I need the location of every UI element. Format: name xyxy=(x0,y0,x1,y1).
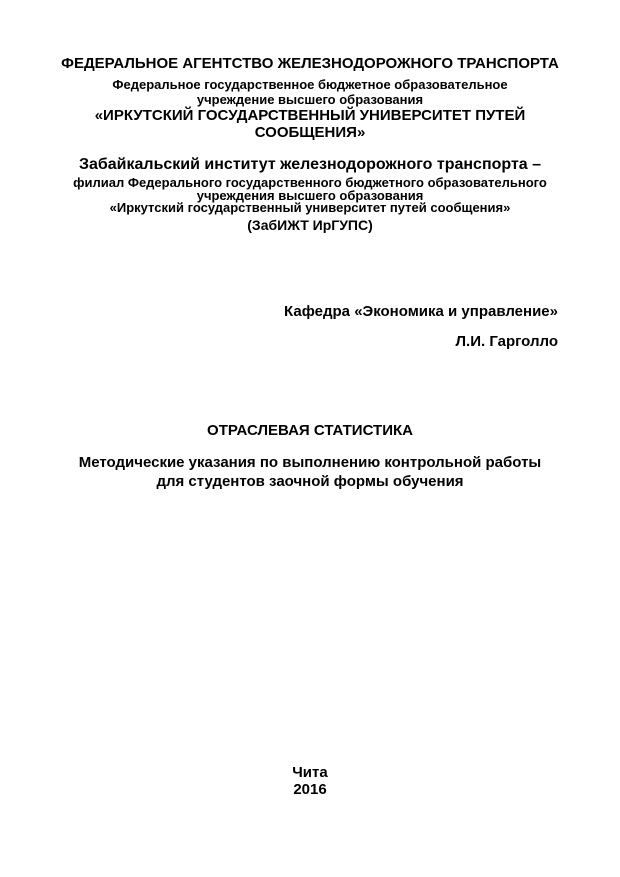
publication-year: 2016 xyxy=(293,781,327,798)
author-name: Л.И. Гарголло xyxy=(455,333,558,350)
doc-subtitle-line-1: Методические указания по выполнению контрольной работы xyxy=(78,454,542,471)
branch-filial-line-2: учреждения высшего образования xyxy=(196,188,424,203)
institute-abbreviation: (ЗабИЖТ ИрГУПС) xyxy=(247,217,373,233)
institute-name: Забайкальский институт железнодорожного транспорта – xyxy=(78,156,542,173)
doc-subtitle-line-2: для студентов заочной формы обучения xyxy=(156,473,464,490)
branch-filial-line-1: филиал Федерального государственного бюджетного образовательного xyxy=(73,175,547,190)
university-name-line-1: «ИРКУТСКИЙ ГОСУДАРСТВЕННЫЙ УНИВЕРСИТЕТ ПУТЕЙ xyxy=(94,107,526,124)
institution-type-line-1: Федеральное государственное бюджетное образовательное xyxy=(112,77,508,92)
publication-city: Чита xyxy=(292,764,328,781)
department-name: Кафедра «Экономика и управление» xyxy=(284,303,558,320)
agency-name: ФЕДЕРАЛЬНОЕ АГЕНТСТВО ЖЕЛЕЗНОДОРОЖНОГО ТРАНСПОРТА xyxy=(61,55,559,72)
university-name-line-2: СООБЩЕНИЯ» xyxy=(254,124,366,141)
institution-type-line-2: учреждение высшего образования xyxy=(196,92,424,107)
doc-title: ОТРАСЛЕВАЯ СТАТИСТИКА xyxy=(207,422,413,439)
branch-filial-line-3: «Иркутский государственный университет путей сообщения» xyxy=(109,200,511,215)
